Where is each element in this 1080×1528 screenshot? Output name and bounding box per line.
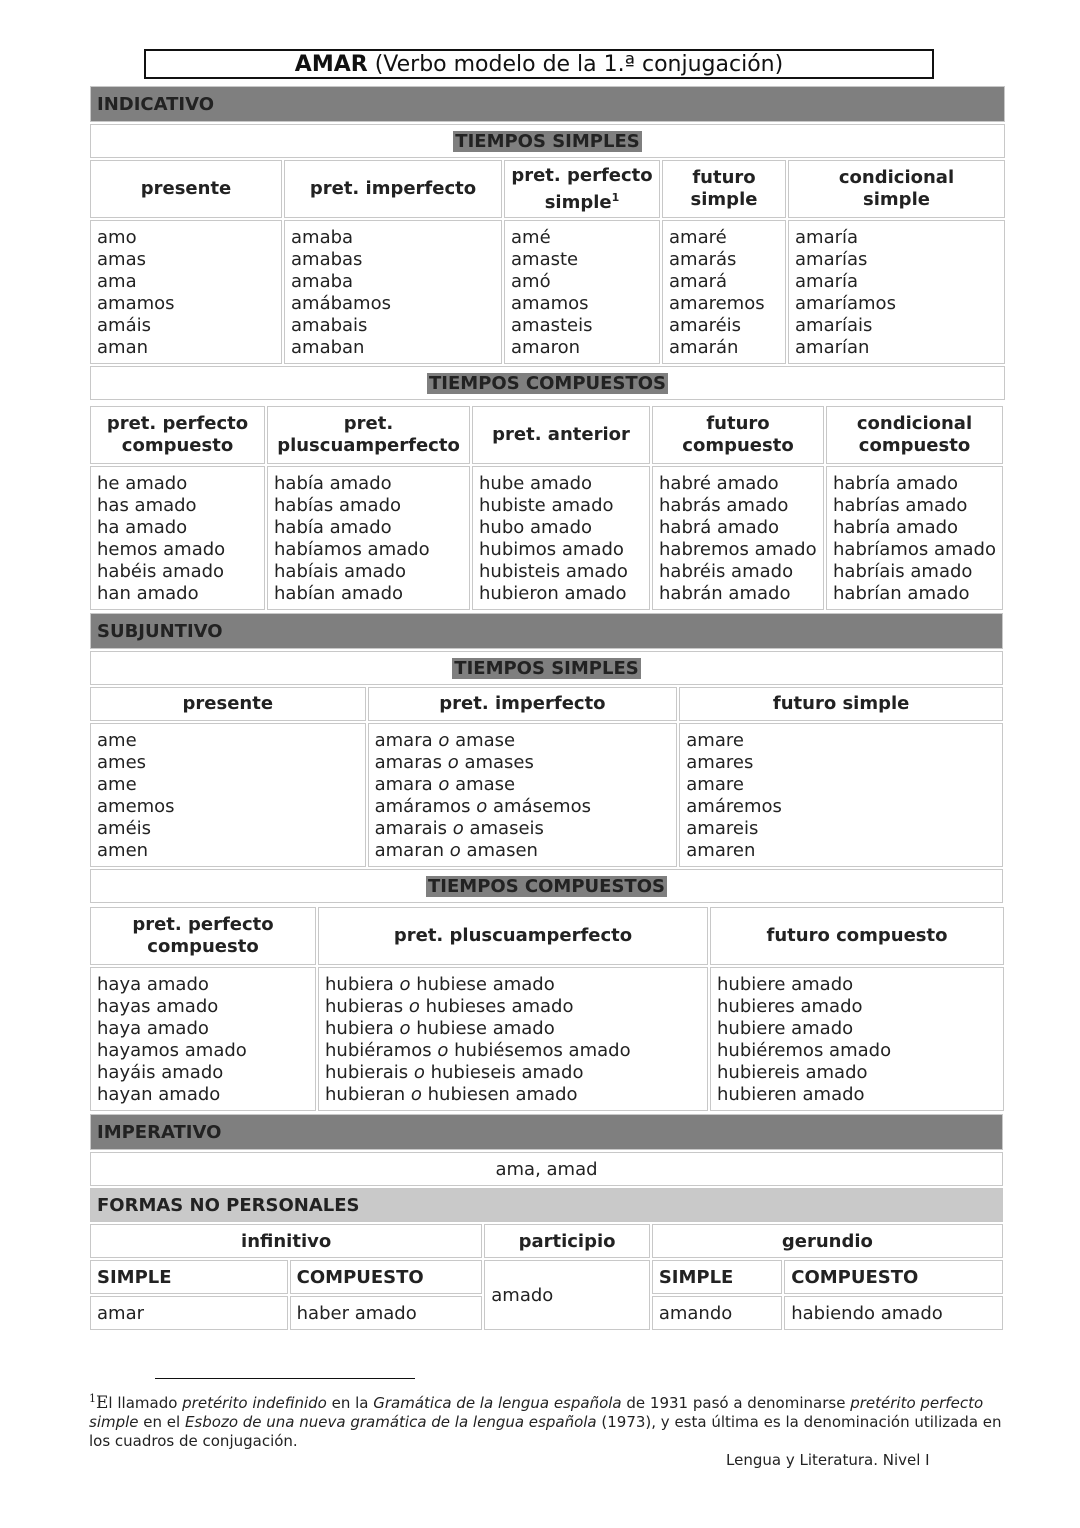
- verb-form: amare: [686, 774, 744, 795]
- verb-form: hubiste amado: [479, 495, 614, 516]
- verb-form: amo: [97, 227, 137, 248]
- verb-form: amaron: [511, 337, 581, 358]
- verb-subtitle: (Verbo modelo de la 1.ª conjugación): [374, 52, 784, 77]
- verb-form: hayan amado: [97, 1084, 221, 1105]
- verb-form: he amado: [97, 473, 188, 494]
- col-header: pret. anterior: [472, 406, 650, 464]
- verb-form: hayamos amado: [97, 1040, 247, 1061]
- subjuntivo-table: [88, 611, 1005, 905]
- verb-form: amarais o amaseis: [374, 818, 544, 839]
- conjugation-column: [368, 723, 678, 867]
- conjugation-column: [652, 466, 824, 610]
- verb-form: amarás: [669, 249, 737, 270]
- verb-form: amaban: [291, 337, 365, 358]
- verb-form: amáis: [97, 315, 151, 336]
- indicativo-compuestos-label: TIEMPOS COMPUESTOS: [90, 366, 1005, 400]
- verb-form: amamos: [97, 293, 175, 314]
- verb-form: habría amado: [833, 473, 959, 494]
- verb-form: amaste: [511, 249, 579, 270]
- subjuntivo-compuestos-table: [88, 905, 1006, 1113]
- verb-form: hubiera o hubiese amado: [325, 974, 555, 995]
- indicativo-simples-label: TIEMPOS SIMPLES: [90, 124, 1005, 158]
- conjugation-column: [90, 967, 316, 1111]
- participio-header: participio: [484, 1224, 650, 1258]
- indicativo-header: INDICATIVO: [90, 86, 1005, 122]
- col-header: presente: [90, 160, 282, 218]
- verb-form: ha amado: [97, 517, 188, 538]
- verb-form: amaran o amasen: [374, 840, 538, 861]
- conjugation-column: [710, 967, 1004, 1111]
- conjugation-column: [318, 967, 708, 1111]
- verb-form: amabas: [291, 249, 363, 270]
- verb-form: habré amado: [659, 473, 779, 494]
- verb-form: amara o amase: [374, 774, 516, 795]
- verb-form: hubiera o hubiese amado: [325, 1018, 555, 1039]
- verb-form: hubo amado: [479, 517, 593, 538]
- verb-form: amará: [669, 271, 728, 292]
- col-header: presente: [90, 687, 366, 721]
- infinitivo-compuesto-label: COMPUESTO: [290, 1260, 483, 1294]
- gerundio-header: gerundio: [652, 1224, 1003, 1258]
- verb-form: habéis amado: [97, 561, 225, 582]
- verb-form: amares: [686, 752, 754, 773]
- conjugation-column: [284, 220, 502, 364]
- verb-form: hayas amado: [97, 996, 219, 1017]
- verb-form: amemos: [97, 796, 175, 817]
- verb-form: amaría: [795, 271, 859, 292]
- col-header: pret. pluscuamperfecto: [267, 406, 470, 464]
- conjugation-column: [90, 723, 366, 867]
- verb-form: habíais amado: [274, 561, 407, 582]
- verb-form: haya amado: [97, 974, 209, 995]
- verb-form: amabais: [291, 315, 368, 336]
- gerundio-simple: amando: [652, 1296, 782, 1330]
- col-header: condicional compuesto: [826, 406, 1003, 464]
- verb-form: améis: [97, 818, 152, 839]
- verb-form: hubisteis amado: [479, 561, 628, 582]
- col-header-perfecto-simple: pret. perfecto simple$^1$: [504, 160, 660, 218]
- gerundio-simple-label: SIMPLE: [652, 1260, 782, 1294]
- verb-form: habríamos amado: [833, 539, 996, 560]
- col-header: futuro simple: [662, 160, 786, 218]
- verb-form: ame: [97, 730, 137, 751]
- subjuntivo-compuestos-label: TIEMPOS COMPUESTOS: [90, 869, 1003, 903]
- verb-form: amaremos: [669, 293, 765, 314]
- verb-form: hubieras o hubieses amado: [325, 996, 574, 1017]
- verb-form: aman: [97, 337, 149, 358]
- conjugation-column: [90, 466, 265, 610]
- conjugation-column: [504, 220, 660, 364]
- imperativo-header: IMPERATIVO: [90, 1114, 1003, 1150]
- verb-form: habías amado: [274, 495, 402, 516]
- imperativo-value: ama, amad: [90, 1152, 1003, 1186]
- verb-form: habréis amado: [659, 561, 794, 582]
- verb-form: amarías: [795, 249, 868, 270]
- verb-form: habíamos amado: [274, 539, 430, 560]
- verb-form: hube amado: [479, 473, 593, 494]
- verb-form: amarán: [669, 337, 739, 358]
- verb-form: has amado: [97, 495, 197, 516]
- col-header: pret. perfecto compuesto: [90, 907, 316, 965]
- verb-form: amarían: [795, 337, 870, 358]
- verb-form: amaría: [795, 227, 859, 248]
- conjugation-column: [90, 220, 282, 364]
- col-header: pret. pluscuamperfecto: [318, 907, 708, 965]
- verb-form: amamos: [511, 293, 589, 314]
- verb-form: amaras o amases: [374, 752, 534, 773]
- verb-form: hubieren amado: [717, 1084, 865, 1105]
- verb-form: habríais amado: [833, 561, 973, 582]
- page-title: [144, 49, 934, 79]
- verb-form: amasteis: [511, 315, 593, 336]
- infinitivo-header: infinitivo: [90, 1224, 482, 1258]
- verb-form: amara o amase: [374, 730, 516, 751]
- infinitivo-compuesto: haber amado: [290, 1296, 483, 1330]
- verb-form: hubieres amado: [717, 996, 863, 1017]
- infinitivo-simple-label: SIMPLE: [90, 1260, 288, 1294]
- verb-form: hubiere amado: [717, 1018, 854, 1039]
- verb-form: amaré: [669, 227, 727, 248]
- imperativo-table: [88, 1112, 1005, 1224]
- verb-form: amaren: [686, 840, 756, 861]
- col-header: futuro compuesto: [652, 406, 824, 464]
- subjuntivo-simples-label: TIEMPOS SIMPLES: [90, 651, 1003, 685]
- verb-form: hubiéremos amado: [717, 1040, 892, 1061]
- verb-form: había amado: [274, 517, 392, 538]
- col-header: futuro simple: [679, 687, 1003, 721]
- verb-form: amen: [97, 840, 149, 861]
- verb-form: amaríais: [795, 315, 873, 336]
- verb-form: amaba: [291, 227, 354, 248]
- verb-form: amareis: [686, 818, 759, 839]
- verb-form: hubiéramos o hubiésemos amado: [325, 1040, 631, 1061]
- infinitivo-simple: amar: [90, 1296, 288, 1330]
- indicativo-table: [88, 84, 1007, 402]
- verb-form: amó: [511, 271, 551, 292]
- col-header: pret. imperfecto: [284, 160, 502, 218]
- verb-form: hubiereis amado: [717, 1062, 868, 1083]
- verb-form: hubieron amado: [479, 583, 627, 604]
- verb-form: habrán amado: [659, 583, 791, 604]
- verb-form: hubimos amado: [479, 539, 624, 560]
- col-header: condicional simple: [788, 160, 1005, 218]
- verb-form: amas: [97, 249, 146, 270]
- verb-form: habían amado: [274, 583, 404, 604]
- verb-form: habrían amado: [833, 583, 970, 604]
- verb-form: hayáis amado: [97, 1062, 224, 1083]
- no-personales-table: [88, 1222, 1005, 1332]
- verb-form: amaríamos: [795, 293, 896, 314]
- verb-form: ame: [97, 774, 137, 795]
- verb-form: habremos amado: [659, 539, 817, 560]
- verb-form: había amado: [274, 473, 392, 494]
- no-personales-header: FORMAS NO PERSONALES: [90, 1188, 1003, 1222]
- col-header: futuro compuesto: [710, 907, 1004, 965]
- footnote-mark: 1: [611, 190, 620, 204]
- conjugation-column: [826, 466, 1003, 610]
- verb-form: amé: [511, 227, 551, 248]
- conjugation-column: [267, 466, 470, 610]
- col-header: pret. imperfecto: [368, 687, 678, 721]
- verb-form: ama: [97, 271, 137, 292]
- verb-form: hubieran o hubiesen amado: [325, 1084, 578, 1105]
- verb-form: amábamos: [291, 293, 391, 314]
- gerundio-compuesto-label: COMPUESTO: [784, 1260, 1003, 1294]
- verb-form: habría amado: [833, 517, 959, 538]
- verb-form: haya amado: [97, 1018, 209, 1039]
- verb-name: AMAR: [294, 52, 368, 77]
- verb-form: amáramos o amásemos: [374, 796, 591, 817]
- verb-form: habrás amado: [659, 495, 789, 516]
- verb-form: hemos amado: [97, 539, 226, 560]
- verb-form: hubierais o hubieseis amado: [325, 1062, 584, 1083]
- conjugation-column: [472, 466, 650, 610]
- verb-form: amáremos: [686, 796, 782, 817]
- verb-form: hubiere amado: [717, 974, 854, 995]
- verb-form: habrá amado: [659, 517, 780, 538]
- gerundio-compuesto: habiendo amado: [784, 1296, 1003, 1330]
- footnote: $^1$El llamado pretérito indefinido en la Gramática de la lengua española de 1931 pasó a denominarse pretérito perfecto simple en el Esbozo de una nueva gramática de la lengua española (1973), y esta última es la denominación utilizada en los cuadros de conjugación.: [89, 1392, 1002, 1450]
- conjugation-column: [788, 220, 1005, 364]
- indicativo-compuestos-table: [88, 404, 1005, 612]
- participio-value: amado: [484, 1260, 650, 1330]
- conjugation-column: [679, 723, 1003, 867]
- verb-form: amaba: [291, 271, 354, 292]
- verb-form: habrías amado: [833, 495, 968, 516]
- col-header: pret. perfecto compuesto: [90, 406, 265, 464]
- page-footer: Lengua y Literatura. Nivel I: [726, 1451, 930, 1469]
- verb-form: amare: [686, 730, 744, 751]
- verb-form: amaréis: [669, 315, 742, 336]
- subjuntivo-header: SUBJUNTIVO: [90, 613, 1003, 649]
- verb-form: ames: [97, 752, 147, 773]
- verb-form: han amado: [97, 583, 199, 604]
- conjugation-column: [662, 220, 786, 364]
- footnote-divider: [155, 1378, 415, 1379]
